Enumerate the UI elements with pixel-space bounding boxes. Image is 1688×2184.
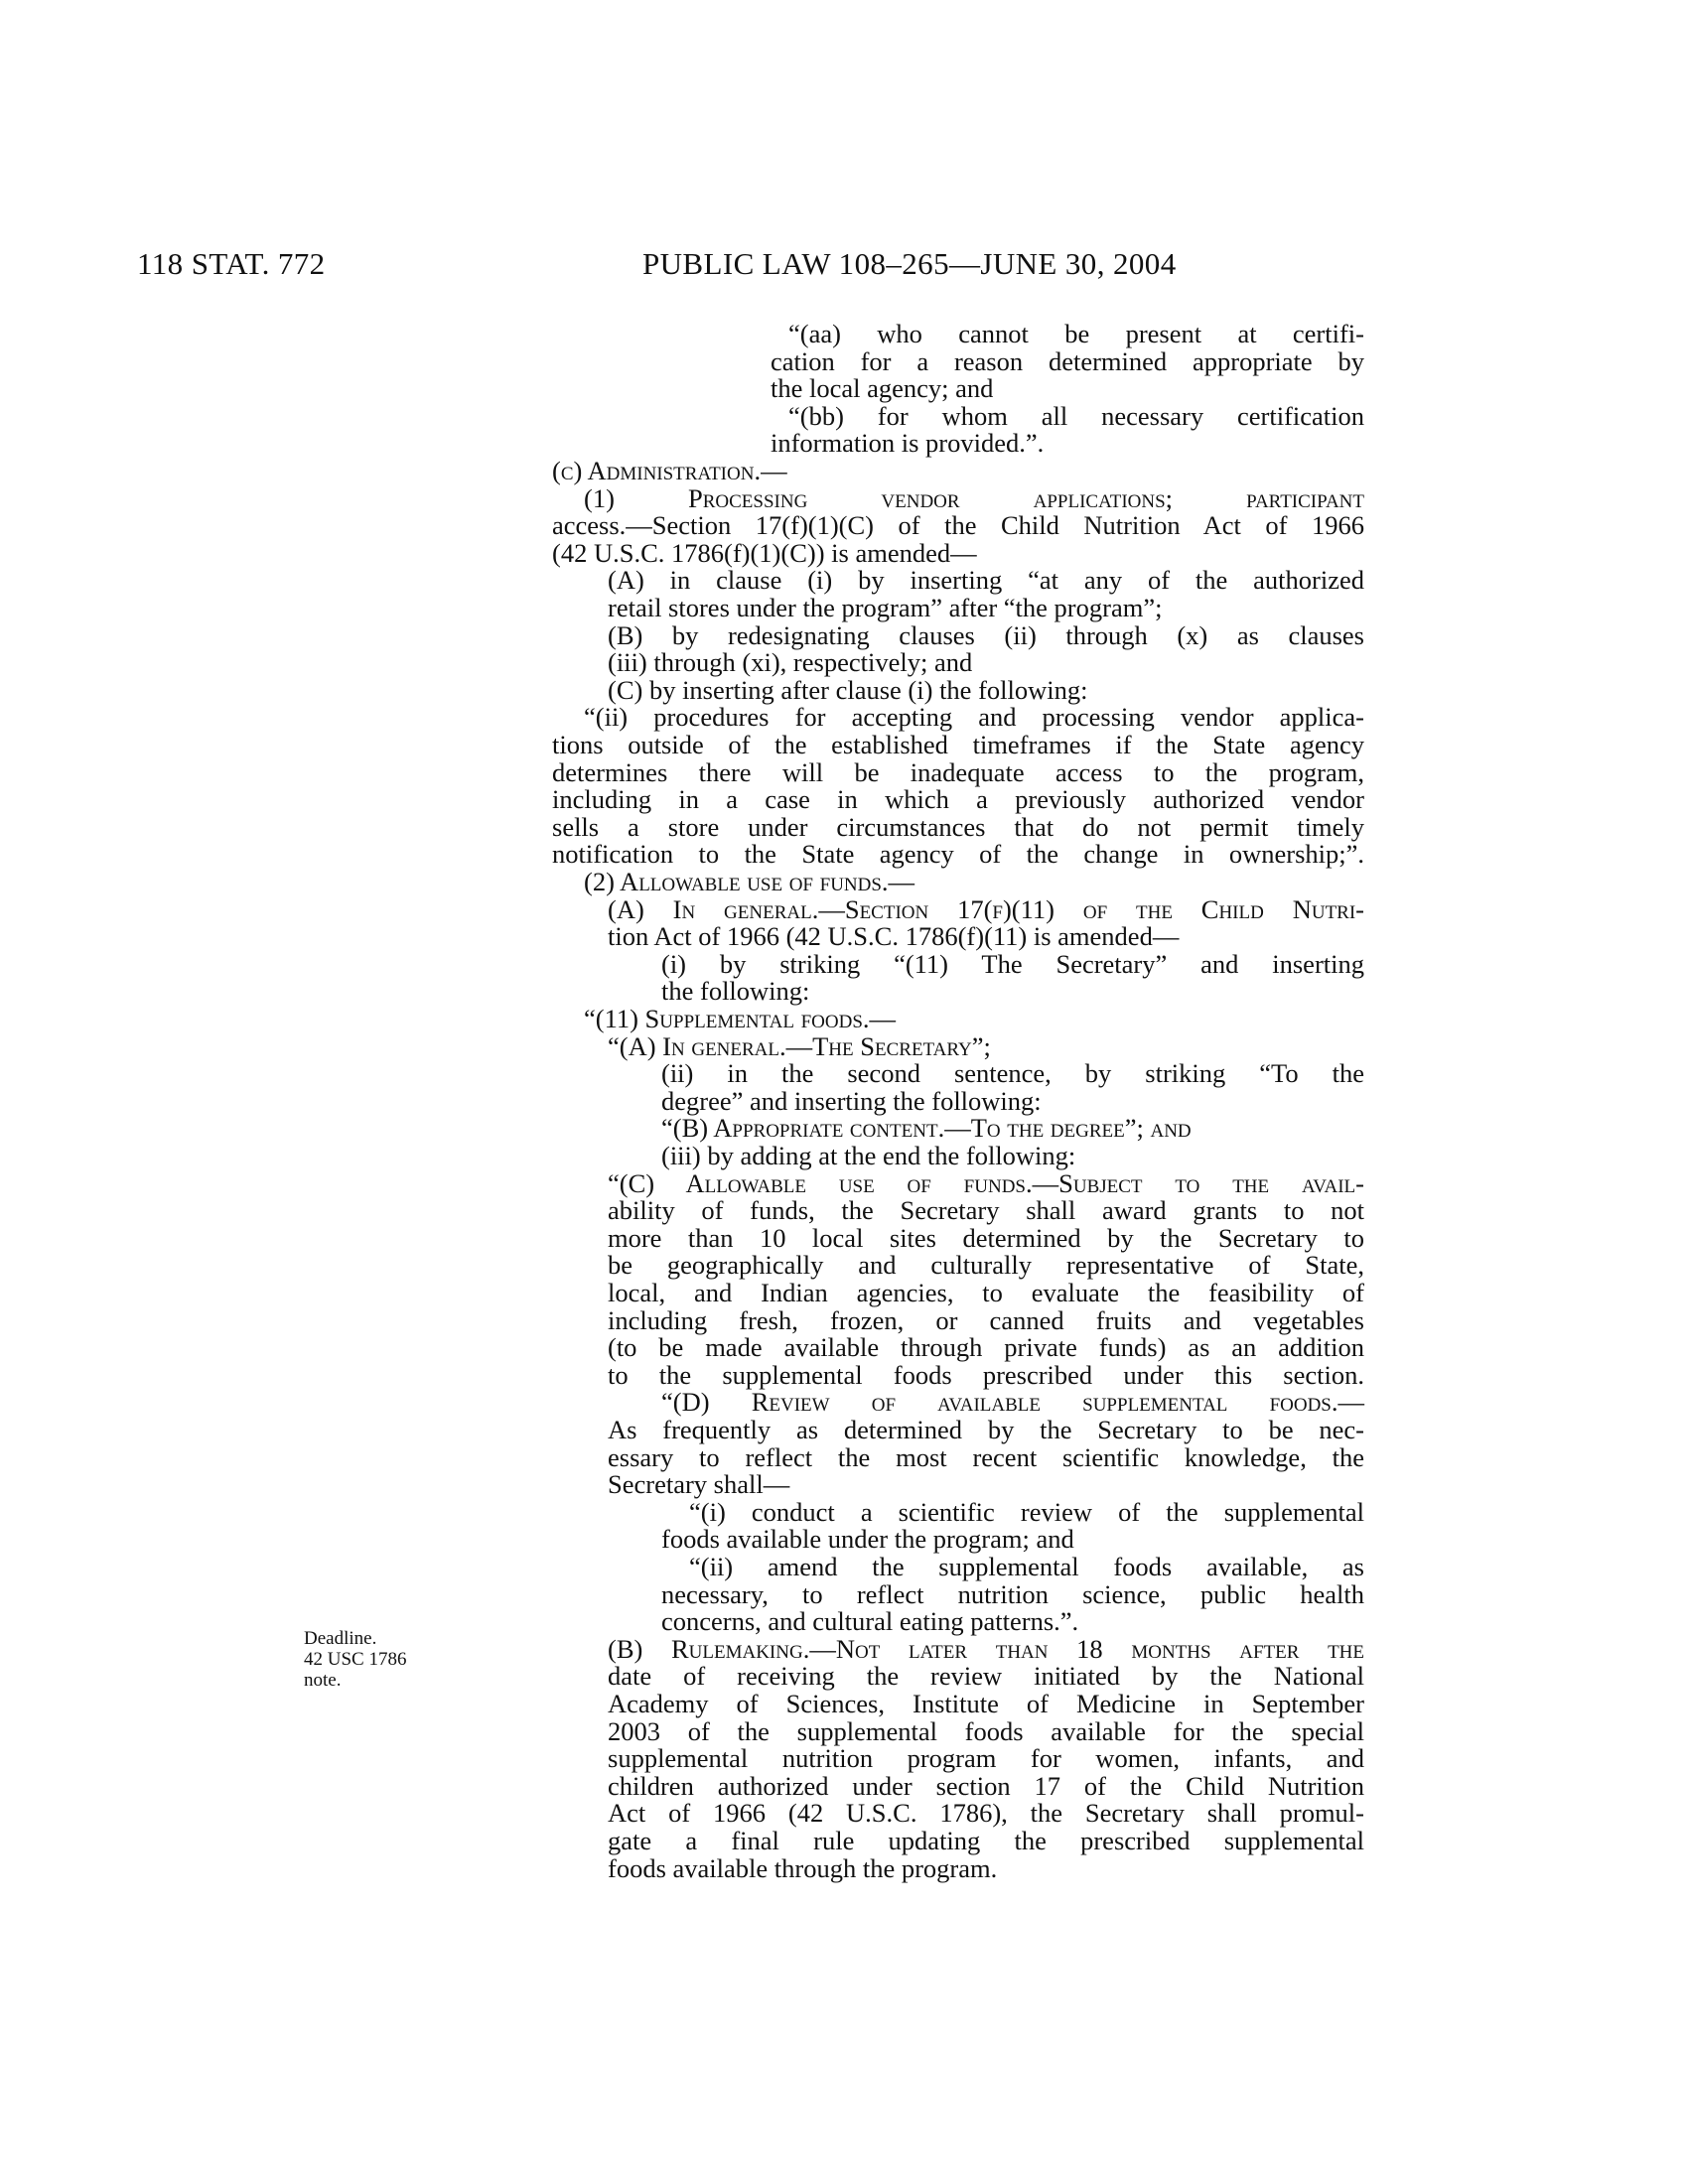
text-line: (B) Rulemaking.—Not later than 18 months after the xyxy=(608,1634,1364,1664)
text-line: (iii) through (xi), respectively; and xyxy=(608,647,973,677)
text-line: “(D) Review of available supplemental foods.— xyxy=(661,1387,1364,1417)
margin-note-line: note. xyxy=(304,1670,342,1691)
text-line: be geographically and culturally representative of State, xyxy=(608,1250,1364,1280)
text-line: (iii) by adding at the end the following: xyxy=(661,1141,1076,1170)
text-line: necessary, to reflect nutrition science, public health xyxy=(661,1579,1364,1609)
text-line: (42 U.S.C. 1786(f)(1)(C)) is amended— xyxy=(552,538,977,568)
text-line: (C) by inserting after clause (i) the following: xyxy=(608,675,1088,705)
text-line: degree” and inserting the following: xyxy=(661,1086,1042,1116)
text-line: “(11) Supplemental foods.— xyxy=(584,1004,897,1033)
text-line: ability of funds, the Secretary shall award grants to not xyxy=(608,1195,1364,1225)
text-line: including in a case in which a previously authorized vendor xyxy=(552,784,1364,814)
text-line: (A) in clause (i) by inserting “at any of the authorized xyxy=(608,565,1364,595)
text-line: As frequently as determined by the Secretary to be nec- xyxy=(608,1415,1364,1444)
text-line: tions outside of the established timeframes if the State agency xyxy=(552,730,1364,759)
statute-page-number: 118 STAT. 772 xyxy=(137,246,326,281)
text-line: (ii) in the second sentence, by striking “To the xyxy=(661,1058,1364,1088)
text-line: tion Act of 1966 (42 U.S.C. 1786(f)(11) is amended— xyxy=(608,921,1180,951)
text-line: Secretary shall— xyxy=(608,1469,790,1499)
text-line: determines there will be inadequate access to the program, xyxy=(552,757,1364,787)
text-line: (to be made available through private funds) as an addition xyxy=(608,1332,1364,1362)
text-line: (2) Allowable use of funds.— xyxy=(584,867,915,896)
text-line: “(C) Allowable use of funds.—Subject to the avail- xyxy=(608,1168,1364,1198)
text-line: children authorized under section 17 of the Child Nutrition xyxy=(608,1771,1364,1801)
text-line: concerns, and cultural eating patterns.”. xyxy=(661,1606,1079,1636)
text-line: cation for a reason determined appropriate by xyxy=(771,346,1364,376)
text-line: “(A) In general.—The Secretary”; xyxy=(608,1031,991,1061)
text-line: “(ii) amend the supplemental foods available, as xyxy=(689,1552,1364,1581)
margin-note-line: 42 USC 1786 xyxy=(304,1649,407,1670)
text-line: more than 10 local sites determined by the Secretary to xyxy=(608,1223,1364,1253)
text-line: information is provided.”. xyxy=(771,428,1045,458)
text-line: access.—Section 17(f)(1)(C) of the Child Nutrition Act of 1966 xyxy=(552,510,1364,540)
text-line: date of receiving the review initiated by the National xyxy=(608,1661,1364,1691)
text-line: (1) Processing vendor applications; participant xyxy=(584,483,1364,513)
text-line: “(ii) procedures for accepting and processing vendor applica- xyxy=(584,702,1364,732)
text-line: notification to the State agency of the change in ownership;”. xyxy=(552,839,1364,869)
text-line: supplemental nutrition program for women, infants, and xyxy=(608,1743,1364,1773)
text-line: the local agency; and xyxy=(771,373,994,403)
text-line: local, and Indian agencies, to evaluate the feasibility of xyxy=(608,1278,1364,1307)
text-line: (B) by redesignating clauses (ii) through (x) as clauses xyxy=(608,620,1364,650)
text-line: the following: xyxy=(661,976,810,1006)
text-line: to the supplemental foods prescribed under this section. xyxy=(608,1360,1364,1390)
text-line: “(B) Appropriate content.—To the degree”; and xyxy=(661,1113,1192,1143)
margin-note-line: Deadline. xyxy=(304,1628,377,1649)
text-line: 2003 of the supplemental foods available for the special xyxy=(608,1716,1364,1746)
text-line: foods available through the program. xyxy=(608,1853,998,1883)
text-line: (A) In general.—Section 17(f)(11) of the Child Nutri- xyxy=(608,894,1364,924)
text-line: foods available under the program; and xyxy=(661,1524,1074,1554)
text-line: “(bb) for whom all necessary certification xyxy=(788,401,1364,431)
text-line: “(aa) who cannot be present at certifi- xyxy=(788,319,1364,348)
text-line: including fresh, frozen, or canned fruits and vegetables xyxy=(608,1305,1364,1335)
text-line: gate a final rule updating the prescribed supplemental xyxy=(608,1826,1364,1855)
text-line: “(i) conduct a scientific review of the supplemental xyxy=(689,1497,1364,1527)
text-line: Act of 1966 (42 U.S.C. 1786), the Secretary shall promul- xyxy=(608,1798,1364,1828)
margin-note xyxy=(304,1628,443,1691)
text-line: essary to reflect the most recent scientific knowledge, the xyxy=(608,1442,1364,1472)
text-line: Academy of Sciences, Institute of Medicine in September xyxy=(608,1689,1364,1718)
public-law-header: PUBLIC LAW 108–265—JUNE 30, 2004 xyxy=(642,246,1177,281)
text-line: (c) Administration.— xyxy=(552,456,787,485)
text-line: sells a store under circumstances that do not permit timely xyxy=(552,812,1364,842)
text-line: retail stores under the program” after “the program”; xyxy=(608,593,1163,622)
text-line: (i) by striking “(11) The Secretary” and inserting xyxy=(661,949,1364,979)
